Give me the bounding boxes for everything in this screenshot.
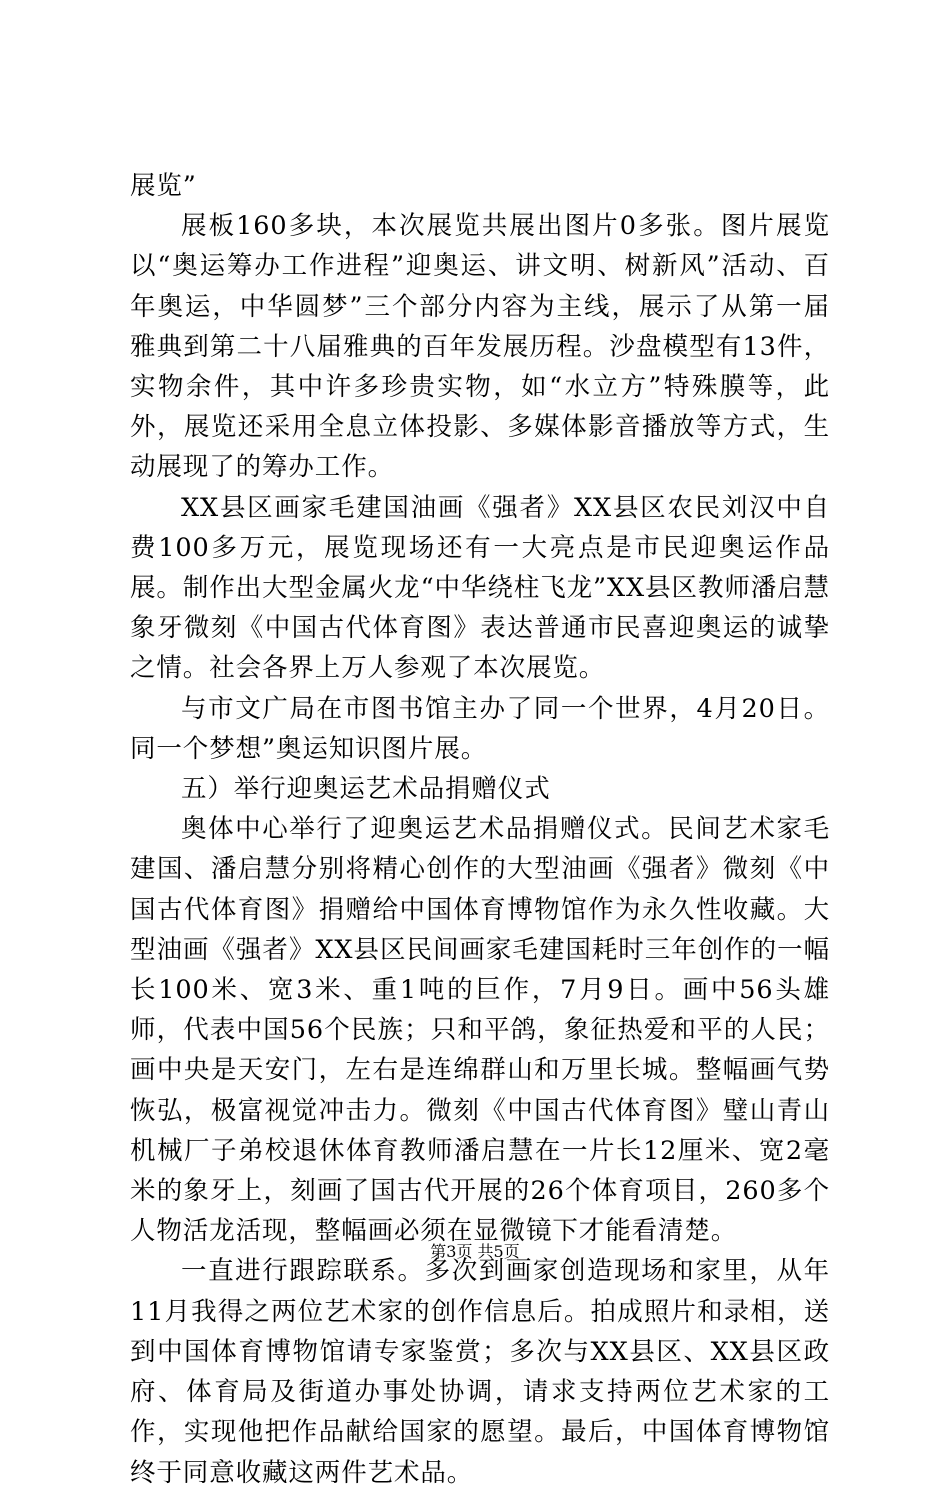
paragraph-6: 奥体中心举行了迎奥运艺术品捐赠仪式。民间艺术家毛建国、潘启慧分别将精心创作的大型油画《强者》微刻《中国古代体育图》捐赠给中国体育博物馆作为永久性收藏。大型油画《强者》XX县区民间画家毛建国耗时三年创作的一幅长100米、宽3米、重1吨的巨作，7月9日。画中56头雄师，代表中国56个民族；只和平鸽，象征热爱和平的人民；画中央是天安门，左右是连绵群山和万里长城。整幅画气势恢弘，极富视觉冲击力。微刻《中国古代体育图》璧山青山机械厂子弟校退休体育教师潘启慧在一片长12厘米、宽2毫米的象牙上，刻画了国古代开展的26个体育项目，260多个人物活龙活现，整幅画必须在显微镜下才能看清楚。 — [130, 814, 830, 1247]
paragraph-2: 展板160多块，本次展览共展出图片0多张。图片展览以“奥运筹办工作进程”迎奥运、讲文明、树新风”活动、百年奥运，中华圆梦”三个部分内容为主线，展示了从第一届雅典到第二十八届雅典的百年发展历程。沙盘模型有13件，实物余件，其中许多珍贵实物，如“水立方”特殊膜等，此外，展览还采用全息立体投影、多媒体影音播放等方式，生动展现了的筹办工作。 — [130, 211, 830, 483]
page-footer — [0, 1242, 950, 1262]
document-body — [130, 166, 830, 1493]
section-heading-5: 五）举行迎奥运艺术品捐赠仪式 — [181, 774, 551, 805]
paragraph-7: 一直进行跟踪联系。多次到画家创造现场和家里，从年11月我得之两位艺术家的创作信息后。拍成照片和录相，送到中国体育博物馆请专家鉴赏；多次与XX县区、XX县区政府、体育局及街道办事处协调，请求支持两位艺术家的工作，实现他把作品献给国家的愿望。最后，中国体育博物馆终于同意收藏这两件艺术品。 — [130, 1256, 830, 1488]
paragraph-1: 展览” — [130, 171, 197, 201]
page-number: 第3页 共5页 — [430, 1242, 520, 1261]
paragraph-4: 与市文广局在市图书馆主办了同一个世界，4月20日。同一个梦想”奥运知识图片展。 — [130, 693, 830, 764]
paragraph-3: XX县区画家毛建国油画《强者》XX县区农民刘汉中自费100多万元，展览现场还有一大亮点是市民迎奥运作品展。制作出大型金属火龙“中华绕柱飞龙”XX县区教师潘启慧象牙微刻《中国古代体育图》表达普通市民喜迎奥运的诚挚之情。社会各界上万人参观了本次展览。 — [130, 492, 830, 684]
